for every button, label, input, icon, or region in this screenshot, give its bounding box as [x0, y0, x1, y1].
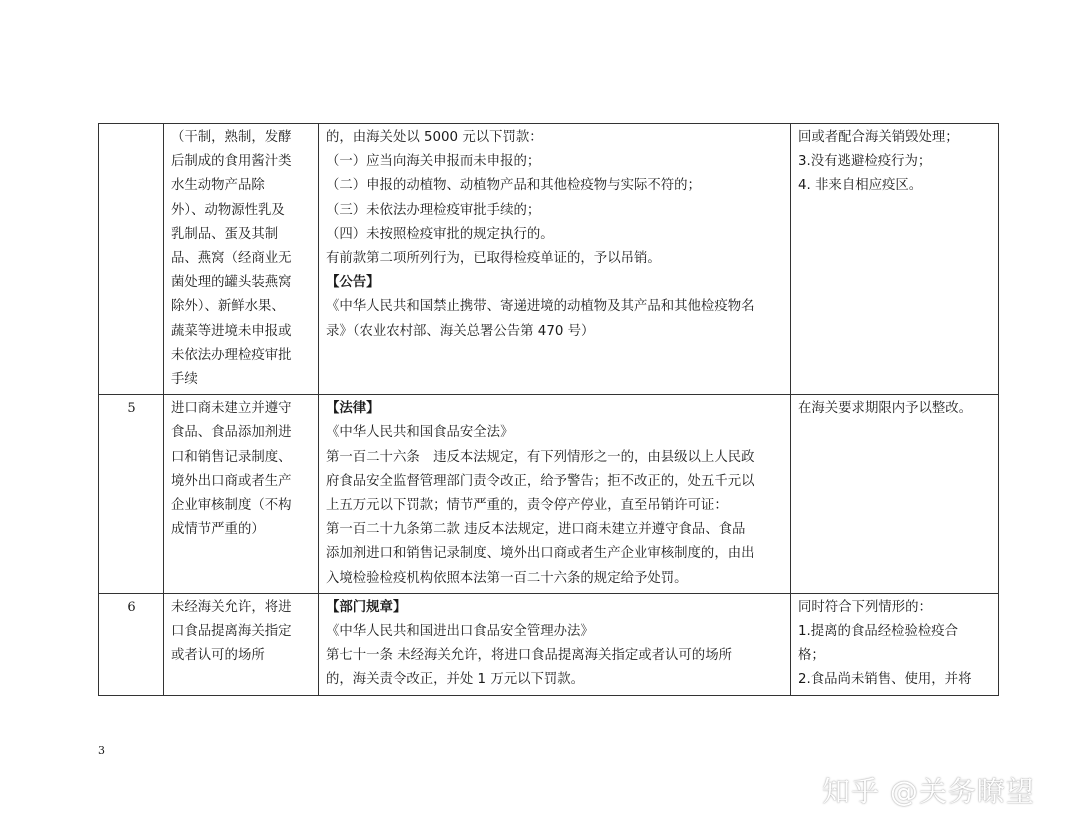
exemption-condition [791, 124, 999, 395]
text-line: 口和销售记录制度、 [171, 449, 292, 465]
text-line: 第一百二十九条第二款 违反本法规定，进口商未建立并遵守食品、食品 [326, 522, 746, 538]
text-line: 在海关要求期限内予以整改。 [798, 401, 973, 417]
text-line: 第七十一条 未经海关允许，将进口食品提离海关指定或者认可的场所 [326, 648, 732, 664]
text-line: 的，由海关处以 5000 元以下罚款： [326, 130, 543, 145]
text-line: 或者认可的场所 [171, 648, 265, 664]
text-line: 外）、动物源性乳及 [171, 202, 285, 218]
text-line: 进口商未建立并遵守 [171, 401, 292, 417]
section-heading: 【法律】 [326, 401, 380, 417]
section-heading: 【部门规章】 [326, 599, 407, 615]
text-line: （四）未按照检疫审批的规定执行的。 [326, 226, 554, 242]
text-line: 手续 [171, 372, 198, 388]
text-line: 回或者配合海关销毁处理； [798, 130, 959, 145]
text-line: 2.食品尚未销售、使用，并将 [798, 672, 972, 688]
text-line: 1.提离的食品经检验检疫合 [798, 624, 959, 640]
text-line: 菌处理的罐头装燕窝 [171, 275, 292, 291]
text-line: 《中华人民共和国进出口食品安全管理办法》 [326, 624, 594, 640]
text-line: 未经海关允许，将进 [171, 599, 292, 615]
exemption-condition [791, 395, 999, 594]
text-line: 蔬菜等进境未申报或 [171, 323, 292, 339]
page-number: 3 [98, 744, 105, 757]
text-line: 的，海关责令改正，并处 1 万元以下罚款。 [326, 672, 585, 688]
text-line: 品、燕窝（经商业无 [171, 251, 292, 267]
legal-basis [319, 593, 791, 695]
text-line: 食品、食品添加剂进 [171, 425, 292, 441]
text-line: 企业审核制度（不构 [171, 498, 292, 514]
watermark: 知乎 @关务瞭望 [822, 775, 1035, 808]
text-line: 未依法办理检疫审批 [171, 347, 292, 363]
text-line: （三）未依法办理检疫审批手续的； [326, 202, 541, 218]
text-line: （二）申报的动植物、动植物产品和其他检疫物与实际不符的； [326, 178, 701, 194]
violation-item [164, 124, 319, 395]
text-line: 第一百二十六条 违反本法规定，有下列情形之一的，由县级以上人民政 [326, 449, 755, 465]
table-row [99, 593, 999, 695]
table-row [99, 124, 999, 395]
row-number [99, 124, 164, 395]
text-line: （干制，熟制，发酵 [171, 130, 292, 145]
text-line: 添加剂进口和销售记录制度、境外出口商或者生产企业审核制度的，由出 [326, 546, 755, 562]
text-line: 境外出口商或者生产 [171, 473, 292, 489]
violation-item [164, 395, 319, 594]
text-line: 乳制品、蛋及其制 [171, 226, 279, 242]
text-line: （一）应当向海关申报而未申报的； [326, 154, 541, 170]
text-line: 口食品提离海关指定 [171, 624, 292, 640]
text-line: 成情节严重的） [171, 522, 265, 538]
regulation-table [98, 123, 999, 696]
text-line: 除外）、新鲜水果、 [171, 299, 285, 315]
row-number: 6 [99, 593, 164, 695]
text-line: 4. 非来自相应疫区。 [798, 178, 923, 194]
text-line: 府食品安全监督管理部门责令改正，给予警告；拒不改正的，处五千元以 [326, 473, 755, 489]
legal-basis [319, 124, 791, 395]
text-line: 上五万元以下罚款；情节严重的，责令停产停业，直至吊销许可证： [326, 498, 728, 514]
text-line: 有前款第二项所列行为，已取得检疫单证的，予以吊销。 [326, 251, 661, 267]
text-line: 《中华人民共和国食品安全法》 [326, 425, 514, 441]
legal-basis [319, 395, 791, 594]
text-line: 后制成的食用酱汁类 [171, 154, 292, 170]
text-line: 同时符合下列情形的： [798, 599, 932, 615]
section-heading: 【公告】 [326, 275, 380, 291]
table-row [99, 395, 999, 594]
exemption-condition [791, 593, 999, 695]
text-line: 录》（农业农村部、海关总署公告第 470 号） [326, 323, 595, 339]
text-line: 3.没有逃避检疫行为； [798, 154, 932, 170]
text-line: 格； [798, 648, 825, 664]
text-line: 《中华人民共和国禁止携带、寄递进境的动植物及其产品和其他检疫物名 [326, 299, 755, 315]
row-number: 5 [99, 395, 164, 594]
violation-item [164, 593, 319, 695]
text-line: 水生动物产品除 [171, 178, 265, 194]
text-line: 入境检验检疫机构依照本法第一百二十六条的规定给予处罚。 [326, 570, 688, 586]
